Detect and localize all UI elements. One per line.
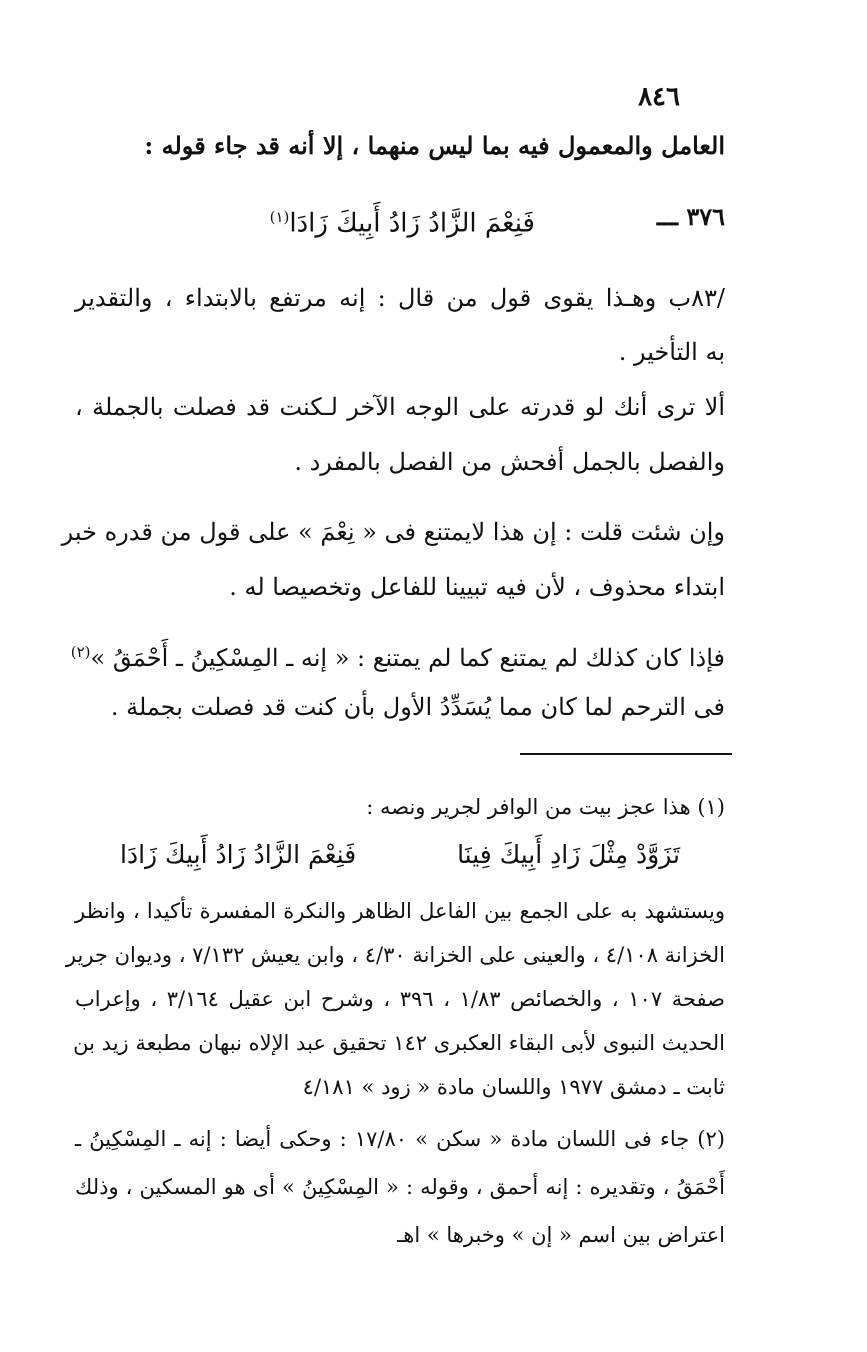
footnote-ref-2: (٢)	[70, 643, 91, 661]
footnote-1-line-1: ويستشهد به على الجمع بين الفاعل الظاهر والنكرة المفسرة تأكيدا ، وانظر	[75, 899, 725, 923]
footnote-ref-1: (١)	[269, 208, 290, 226]
body-line-1: العامل والمعمول فيه بما ليس منهما ، إلا أنه قد جاء قوله :	[144, 131, 725, 160]
footnote-2-line-3: اعتراض بين اسم « إن » وخبرها » اهـ	[397, 1223, 725, 1247]
footnote-1-verse	[120, 832, 680, 878]
verse-number: ٣٧٦ ـــ	[656, 202, 725, 231]
para1-line-2: به التأخير .	[618, 338, 725, 366]
hemistich-1: تَزَوَّدْ مِثْلَ زَادِ أَبِيكَ فِينَا	[457, 840, 680, 869]
footnote-2-line-1: (٢) جاء فى اللسان مادة « سكن » ١٧/٨٠ : وحكى أيضا : إنه ـ المِسْكِينُ ـ	[75, 1127, 725, 1151]
footnote-1-intro: (١) هذا عجز بيت من الوافر لجرير ونصه :	[366, 795, 725, 819]
footnote-1-line-5: ثابت ـ دمشق ١٩٧٧ واللسان مادة « زود » ٤/١٨١	[302, 1075, 725, 1099]
para3-line-2: ابتداء محذوف ، لأن فيه تبيينا للفاعل وتخصيصا له .	[229, 573, 725, 601]
verse-text: فَنِعْمَ الزَّادُ زَادُ أَبِيكَ زَادَا	[289, 208, 535, 239]
footnote-1-line-2: الخزانة ٤/١٠٨ ، والعينى على الخزانة ٤/٣٠ ، وابن يعيش ٧/١٣٢ ، وديوان جرير	[65, 943, 725, 967]
page-number: ٨٤٦	[638, 82, 680, 112]
para4-text: فإذا كان كذلك لم يمتنع كما لم يمتنع : « إنه ـ المِسْكِينُ ـ أَحْمَقُ »	[90, 644, 725, 672]
verse-text-wrap	[270, 192, 535, 249]
para1-line-1: /٨٣ب وهـذا يقوى قول من قال : إنه مرتفع بالابتداء ، والتقدير	[75, 284, 725, 312]
para2-line-2: والفصل بالجمل أفحش من الفصل بالمفرد .	[294, 448, 725, 476]
hemistich-2: فَنِعْمَ الزَّادُ زَادُ أَبِيكَ زَادَا	[120, 840, 357, 869]
para2-line-1: ألا ترى أنك لو قدرته على الوجه الآخر لـكنت قد فصلت بالجملة ،	[75, 393, 725, 421]
footnote-2-line-2: أَحْمَقُ ، وتقديره : إنه أحمق ، وقوله : « المِسْكِينُ » أى هو المسكين ، وذلك	[75, 1175, 725, 1199]
footnote-1-line-4: الحديث النبوى لأبى البقاء العكبرى ١٤٢ تحقيق عبد الإلاه نبهان مطبعة زيد بن	[73, 1031, 725, 1055]
verse-376	[75, 192, 725, 242]
para3-line-1: وإن شئت قلت : إن هذا لايمتنع فى « نِعْمَ » على قول من قدره خبر	[61, 518, 725, 546]
footnote-1-line-3: صفحة ١٠٧ ، والخصائص ١/٨٣ ، ٣٩٦ ، وشرح ابن عقيل ٣/١٦٤ ، وإعراب	[75, 987, 725, 1011]
footnote-separator	[520, 753, 732, 755]
para4-line-2: فى الترحم لما كان مما يُسَدِّدُ الأول بأن كنت قد فصلت بجملة .	[110, 693, 725, 721]
para4-line-1	[70, 630, 725, 680]
